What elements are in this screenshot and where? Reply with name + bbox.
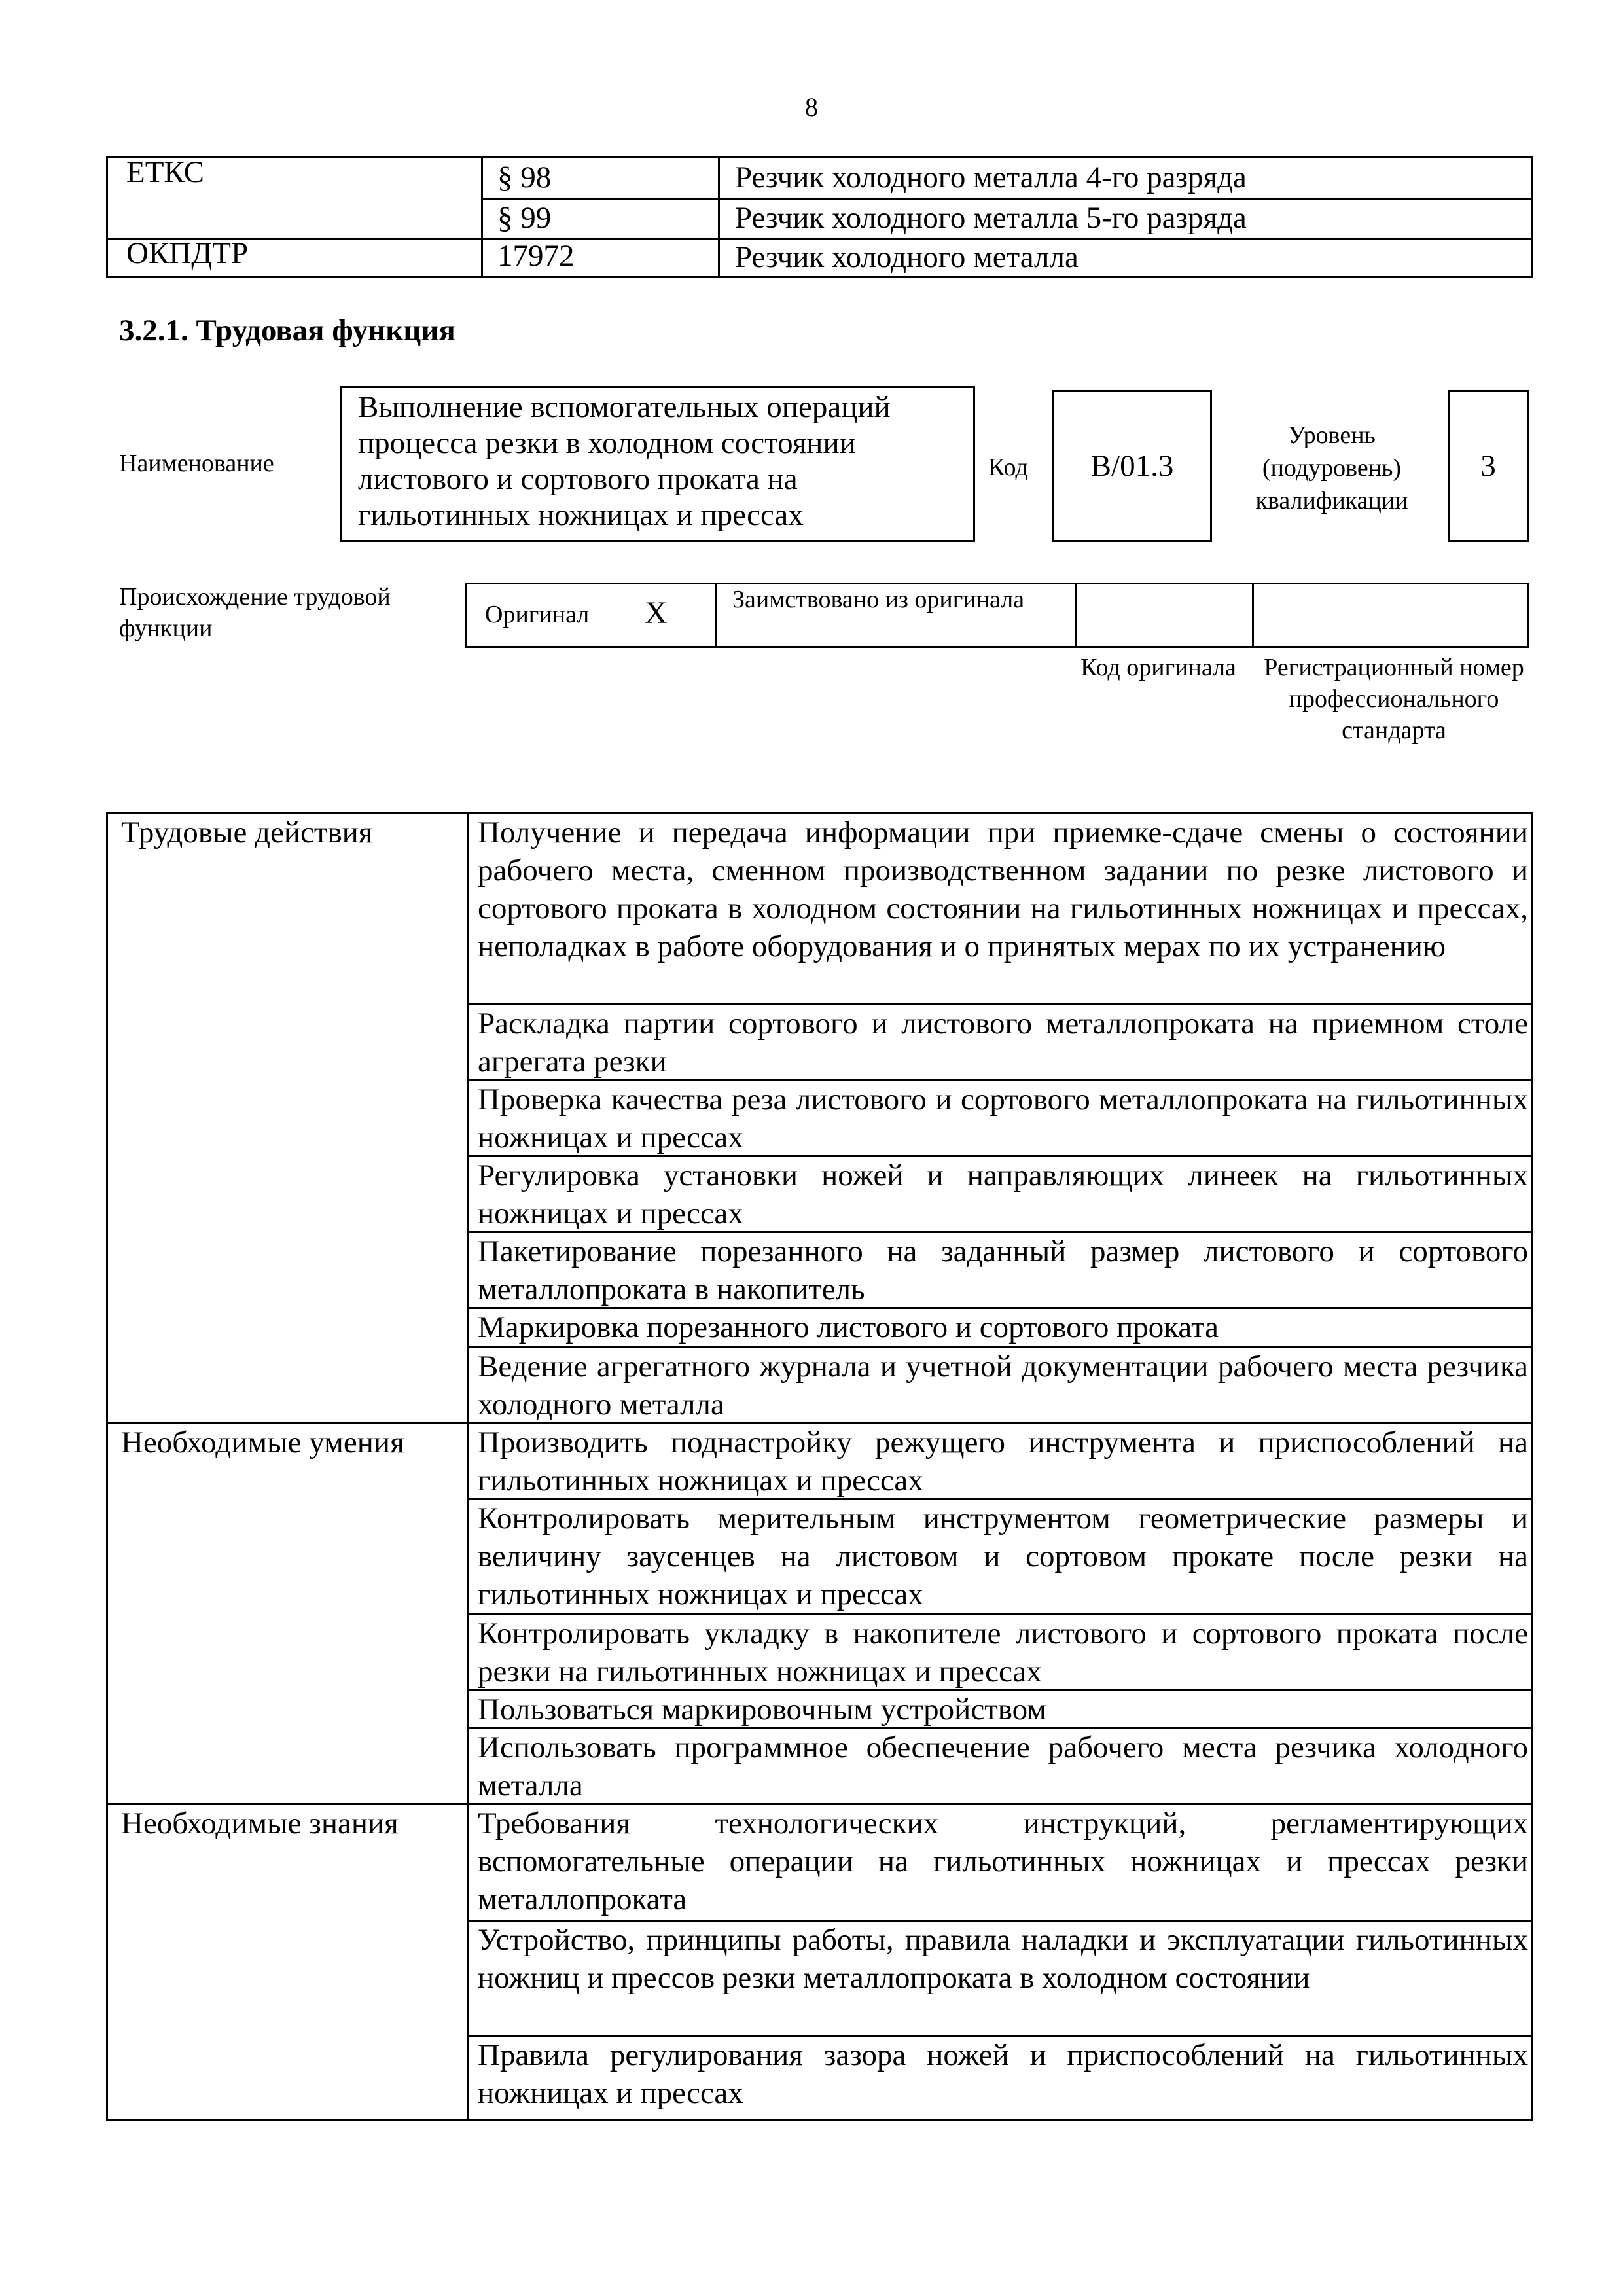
code-label: Код (988, 454, 1028, 481)
origin-table (465, 583, 1529, 648)
function-name: Выполнение вспомогательных операций процесса резки в холодном состоянии листового и сортового проката на гильотинных ножницах и прессах (340, 386, 975, 542)
knowledge-item: Устройство, принципы работы, правила наладки и эксплуатации гильотинных ножниц и прессов резки металлопроката в холодном состоянии (478, 1923, 1528, 1995)
labor-action-item: Раскладка партии сортового и листового металлопроката на приемном столе агрегата резки (478, 1007, 1528, 1079)
classifier-code: § 98 (497, 160, 552, 194)
page-number: 8 (805, 92, 818, 122)
skill-item: Контролировать укладку в накопителе листового и сортового проката после резки на гильотинных ножницах и прессах (478, 1617, 1528, 1689)
classifier-code: § 99 (497, 201, 552, 235)
labor-action-item: Маркировка порезанного листового и сортового проката (478, 1310, 1219, 1344)
function-code: B/01.3 (1052, 390, 1212, 542)
level-label: Уровень (подуровень) квалификации (1255, 422, 1408, 514)
section-title-skills: Необходимые умения (121, 1426, 404, 1460)
section-title-labor-actions: Трудовые действия (121, 816, 373, 850)
labor-action-item: Пакетирование порезанного на заданный размер листового и сортового металлопроката в накопитель (478, 1234, 1528, 1306)
labor-action-item: Проверка качества реза листового и сортового металлопроката на гильотинных ножницах и прессах (478, 1083, 1528, 1155)
labor-action-item: Ведение агрегатного журнала и учетной документации рабочего места резчика холодного металла (478, 1350, 1528, 1422)
competency-table (106, 812, 1533, 2121)
skill-item: Производить поднастройку режущего инструмента и приспособлений на гильотинных ножницах и прессах (478, 1426, 1528, 1498)
knowledge-item: Требования технологических инструкций, регламентирующих вспомогательные операции на гильотинных ножницах и прессах резки металлопроката (478, 1806, 1528, 1916)
skill-item: Использовать программное обеспечение рабочего места резчика холодного металла (478, 1731, 1528, 1803)
section-title: 3.2.1. Трудовая функция (119, 314, 455, 348)
skill-item: Контролировать мерительным инструментом геометрические размеры и величину заусенцев на листовом и сортовом прокате после резки на гильотинных ножницах и прессах (478, 1501, 1528, 1611)
original-label: Оригинал (485, 601, 590, 628)
classifier-title: Резчик холодного металла 4-го разряда (735, 160, 1247, 194)
borrowed-label: Заимствовано из оригинала (732, 586, 1025, 613)
skill-item: Пользоваться маркировочным устройством (478, 1693, 1046, 1727)
origin-label: Происхождение трудовой функции (119, 583, 391, 642)
classifier-name: ЕТКС (126, 155, 204, 189)
name-label: Наименование (119, 450, 274, 477)
original-mark: X (645, 596, 668, 630)
knowledge-item: Правила регулирования зазора ножей и приспособлений на гильотинных ножницах и прессах (478, 2038, 1528, 2110)
classifier-name: ОКПДТР (126, 236, 249, 270)
classifier-table (106, 156, 1533, 278)
code-original-caption: Код оригинала (1080, 654, 1236, 681)
classifier-code: 17972 (497, 239, 575, 273)
function-level: 3 (1448, 390, 1529, 542)
reg-number-caption: Регистрационный номер профессионального стандарта (1264, 654, 1524, 744)
section-title-knowledge: Необходимые знания (121, 1806, 399, 1840)
labor-action-item: Получение и передача информации при приемке-сдаче смены о состоянии рабочего места, сменном производственном задании по резке листового и сортового проката в холодном состоянии на гильотинных ножницах и прессах, неполадках в работе оборудования и о принятых мерах по их устранению (478, 816, 1528, 963)
classifier-title: Резчик холодного металла (735, 240, 1079, 274)
classifier-title: Резчик холодного металла 5-го разряда (735, 201, 1247, 235)
labor-action-item: Регулировка установки ножей и направляющих линеек на гильотинных ножницах и прессах (478, 1158, 1528, 1230)
